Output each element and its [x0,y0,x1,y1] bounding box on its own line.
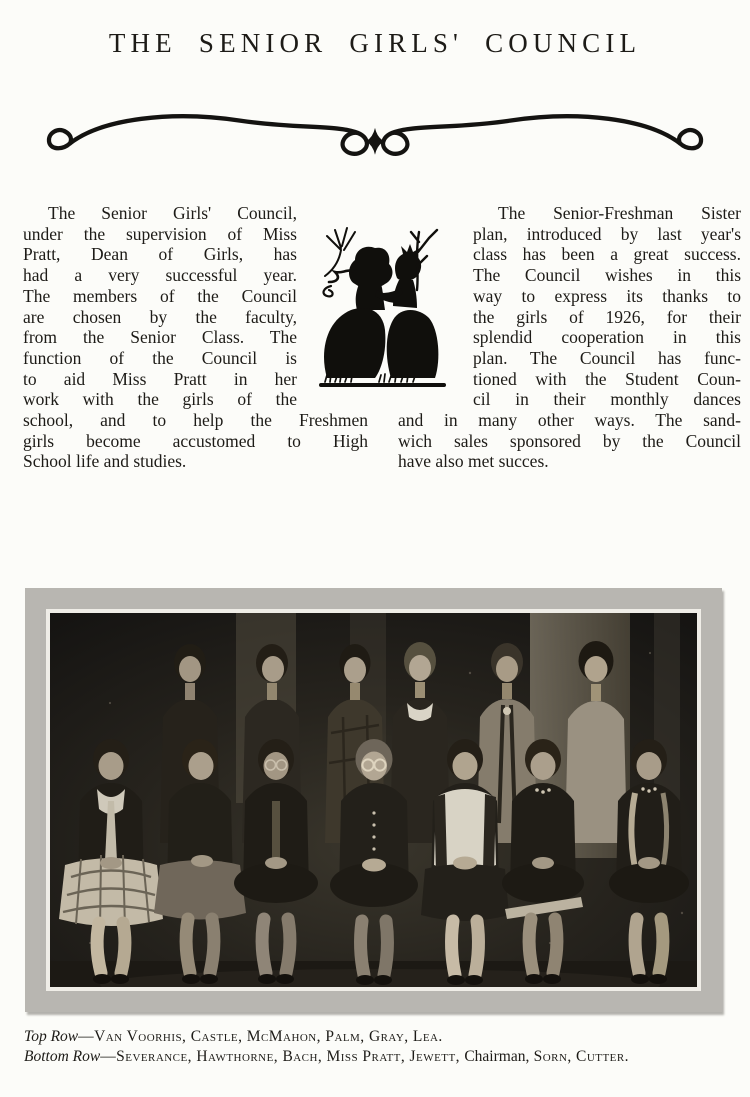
text-line: cil in their monthly dances [473,389,741,410]
caption-bottom-row [24,1047,736,1067]
text-line: are chosen by the faculty, [23,306,297,327]
text-line: have also met succes. [398,451,549,472]
photo-caption [24,1027,736,1066]
article [23,203,741,472]
right-column [473,203,741,410]
text-line: wich sales sponsored by the Council [398,430,741,451]
text-line: girls become accustomed to High [23,430,368,451]
text-line: splendid cooperation in this [473,327,741,348]
right-column-continued [398,410,741,472]
column-gap [368,410,398,472]
text-line: School life and studies. [23,451,187,472]
photo-mat [25,588,722,1012]
text-line: The Senior Girls' Council, [48,203,297,223]
text-line: function of the Council is [23,347,297,368]
caption-bottom-label: Bottom Row [24,1047,101,1065]
left-column-continued [23,410,368,472]
silhouette-illustration [297,203,473,410]
page-title: THE SENIOR GIRLS' COUNCIL [108,28,642,58]
text-line: to aid Miss Pratt in her [23,368,297,389]
caption-bottom-names: —Severance, Hawthorne, Bach, Miss Pratt, Jewett, [100,1047,465,1065]
caption-top-row [24,1027,736,1047]
caption-chairman-title: Chairman, [464,1047,530,1065]
text-line: class has been a great success. [473,244,741,265]
text-line: way to express its thanks to [473,285,741,306]
text-line: had a very successful year. [23,265,297,286]
text-line: and in many other ways. The sand- [398,410,741,431]
text-line: Pratt, Dean of Girls, has [23,244,297,265]
council-group-photo [46,609,701,991]
text-line: The members of the Council [23,285,297,306]
text-line: tioned with the Student Coun- [473,368,741,389]
text-line: plan. The Council has func- [473,347,741,368]
text-line: the girls of 1926, for their [473,306,741,327]
caption-top-names: —Van Voorhis, Castle, McMahon, Palm, Gray, Lea. [78,1028,443,1045]
text-line: under the supervision of Miss [23,223,297,244]
caption-top-label: Top Row [24,1028,79,1045]
flourish-divider-icon [44,102,706,162]
text-line: The Senior-Freshman Sister [498,203,741,223]
text-line: The Council wishes in this [473,265,741,286]
text-line: school, and to help the Freshmen [23,410,368,431]
text-line: work with the girls of the [23,389,297,410]
text-line: from the Senior Class. The [23,327,297,348]
text-line: plan, introduced by last year's [473,223,741,244]
caption-bottom-names: Sorn, Cutter. [529,1047,629,1065]
left-column [23,203,297,410]
